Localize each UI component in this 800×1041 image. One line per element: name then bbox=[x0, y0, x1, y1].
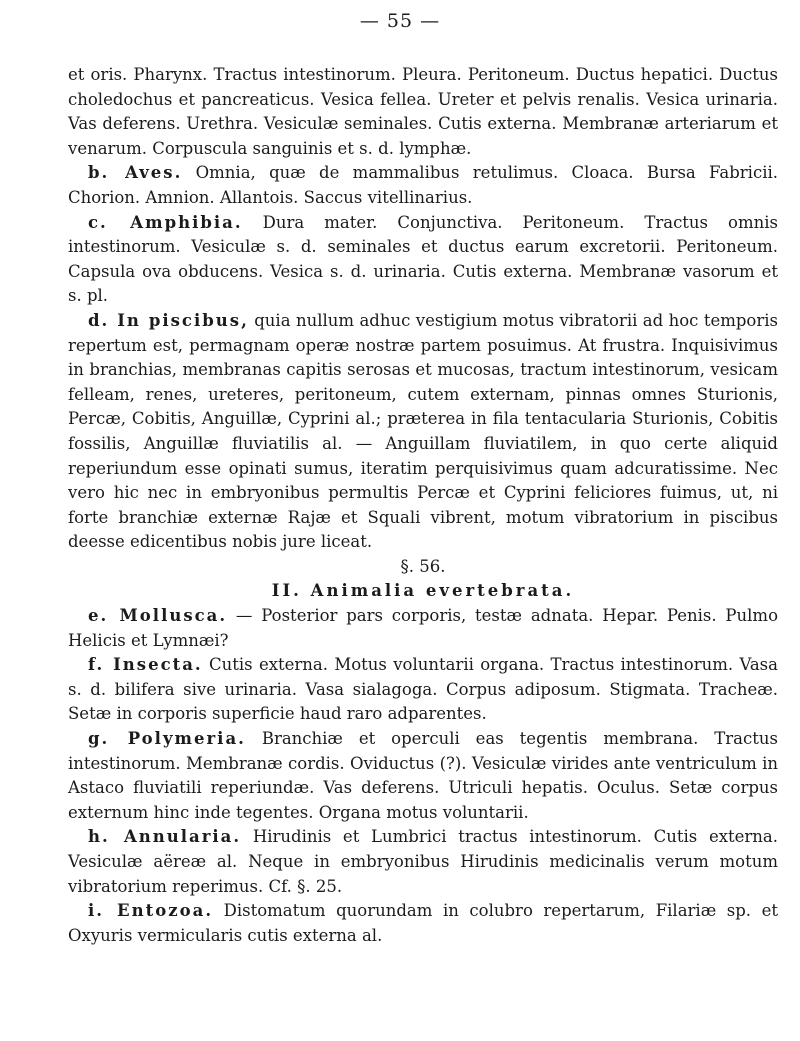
paragraph-text: et oris. Pharynx. Tractus intestinorum. Pleura. Peritoneum. Ductus hepatici. Ductus choledochus et pancreaticus. Vesica fellea. Ureter et pelvis renalis. Vesica urinaria. Vas deferens. Urethra. Vesiculæ seminales. Cutis externa. Membranæ arteriarum et venarum. Corpuscula sanguinis et s. d. lymphæ. bbox=[68, 65, 778, 158]
paragraph-entozoa bbox=[68, 899, 778, 948]
section-title: II. Animalia evertebrata. bbox=[271, 581, 575, 601]
paragraph-lead: i. Entozoa. bbox=[88, 901, 214, 921]
paragraph-lead: b. Aves. bbox=[88, 163, 183, 183]
paragraph-text: Branchiæ et operculi eas tegentis membrana. Tractus intestinorum. Membranæ cordis. Oviductus (?). Vesiculæ virides ante ventriculum in Astaco fluviatili reperiundæ. Vas deferens. Utriculi hepatis. Oculus. Setæ corpus externum hinc inde tegentes. Organa motus voluntarii. bbox=[68, 729, 778, 822]
paragraph-text: Dura mater. Conjunctiva. Peritoneum. Tractus omnis intestinorum. Vesiculæ s. d. seminales et ductus earum excretorii. Peritoneum. Capsula ova obducens. Vesica s. d. urinaria. Cutis externa. Membranæ vasorum et s. pl. bbox=[68, 212, 778, 306]
paragraph bbox=[68, 63, 778, 161]
paragraph-text: Omnia, quæ de mammalibus retulimus. Cloaca. Bursa Fabricii. Chorion. Amnion. Allantois. Saccus vitellinarius. bbox=[68, 163, 778, 207]
paragraph-piscibus bbox=[68, 309, 778, 555]
paragraph-lead: h. Annularia. bbox=[88, 827, 242, 847]
paragraph-lead: c. Amphibia. bbox=[88, 212, 243, 232]
paragraph-mollusca bbox=[68, 604, 778, 653]
page-number: — 55 — bbox=[359, 10, 441, 32]
paragraph-aves bbox=[68, 161, 778, 210]
paragraph-text: Hirudinis et Lumbrici tractus intestinorum. Cutis externa. Vesiculæ aëreæ al. Neque in embryonibus Hirudinis medicinalis verum motum vibratorium reperimus. Cf. §. 25. bbox=[68, 827, 779, 896]
paragraph-lead: g. Polymeria. bbox=[88, 729, 246, 749]
paragraph-text: quia nullum adhuc vestigium motus vibratorii ad hoc temporis repertum est, permagnam operæ nostræ partem posuimus. At frustra. Inquisivimus in branchias, membranas capitis serosas et mucosas, tractum intestinorum, vesicam felleam, renes, ureteres, peritoneum, cutem externam, pinnas omnes Sturionis, Percæ, Cobitis, Anguillæ, Cyprini al.; præterea in fila tentacularia Sturionis, Cobitis fossilis, Anguillæ fluviatilis al. — Anguillam fluviatilem, in quo certe aliquid reperiundum esse opinati sumus, iteratim perquisivimus quam adcuratissime. Nec vero hic nec in embryonibus permultis Percæ et Cyprini feliciores fuimus, ut, ni forte branchiæ externæ Rajæ et Squali vibrent, motum vibratorium in piscibus deesse edicentibus nobis jure liceat. bbox=[68, 310, 778, 552]
paragraph-text: Cutis externa. Motus voluntarii organa. Tractus intestinorum. Vasa s. d. bilifera sive urinaria. Vasa sialagoga. Corpus adiposum. Stigmata. Tracheæ. Setæ in corporis superficie haud raro adparentes. bbox=[68, 655, 778, 724]
paragraph-lead: d. In piscibus, bbox=[88, 310, 249, 330]
body-text bbox=[68, 63, 778, 948]
paragraph-insecta bbox=[68, 653, 778, 727]
paragraph-polymeria bbox=[68, 727, 778, 825]
paragraph-lead: f. Insecta. bbox=[88, 655, 203, 675]
paragraph-text: Distomatum quorundam in colubro repertarum, Filariæ sp. et Oxyuris vermicularis cutis externa al. bbox=[68, 901, 778, 945]
paragraph-amphibia bbox=[68, 211, 778, 309]
section-mark: §. 56. bbox=[400, 556, 446, 576]
paragraph-lead: e. Mollusca. bbox=[88, 606, 228, 626]
paragraph-text: — Posterior pars corporis, testæ adnata. Hepar. Penis. Pulmo Helicis et Lymnæi? bbox=[68, 606, 779, 650]
paragraph-annularia bbox=[68, 825, 778, 899]
